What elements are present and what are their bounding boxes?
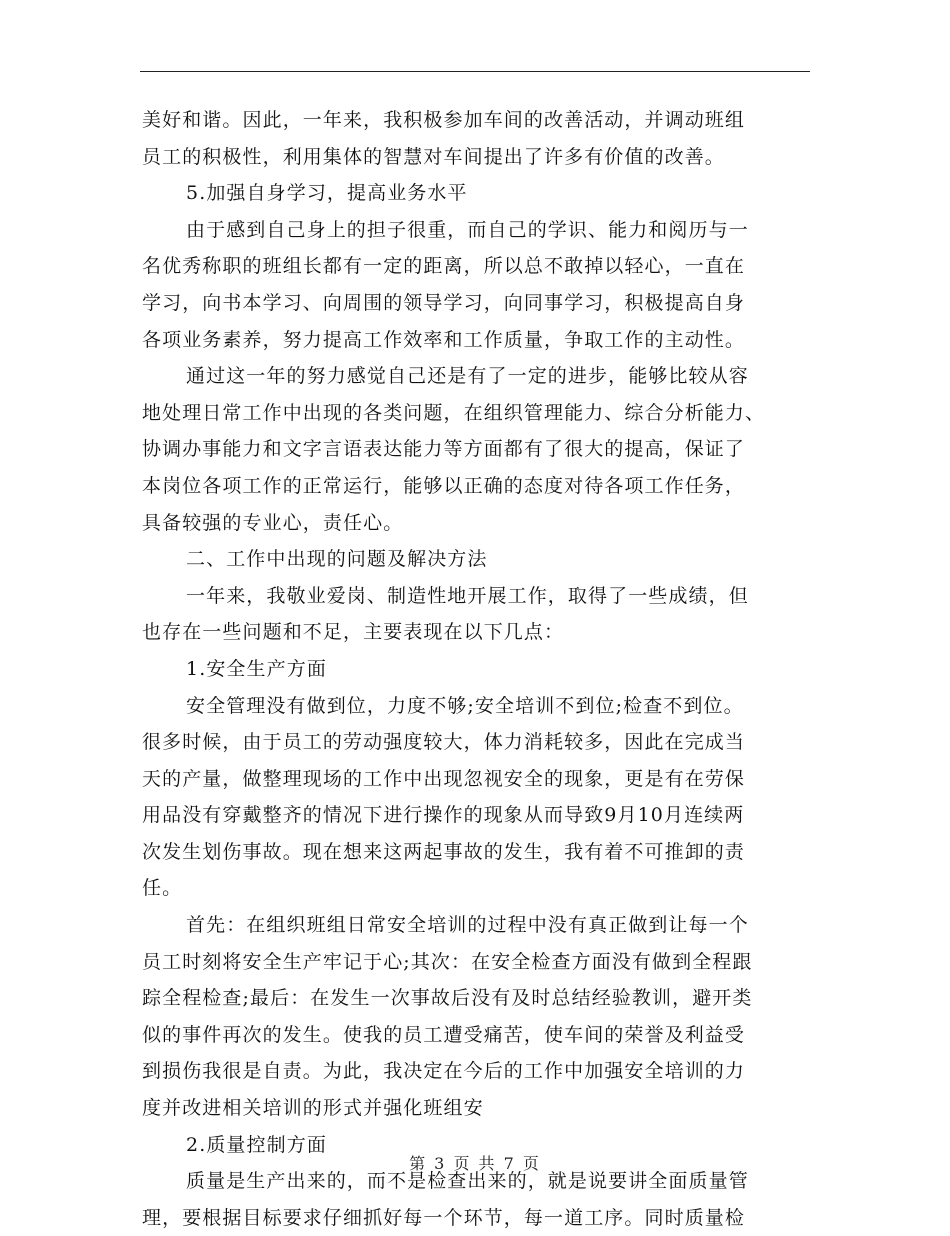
text-line: 似的事件再次的发生。使我的员工遭受痛苦，使车间的荣誉及利益受: [142, 1023, 746, 1046]
header-rule: [140, 71, 810, 72]
text-line: 通过这一年的努力感觉自己还是有了一定的进步，能够比较从容: [186, 365, 749, 388]
text-line: 首先：在组织班组日常安全培训的过程中没有真正做到让每一个: [186, 914, 749, 937]
text-line: 安全管理没有做到位，力度不够;安全培训不到位;检查不到位。: [186, 694, 744, 717]
document-body: [142, 102, 810, 1236]
text-line: 地处理日常工作中出现的各类问题，在组织管理能力、综合分析能力、: [142, 401, 766, 424]
text-line: 1.安全生产方面: [186, 657, 327, 680]
text-line: 二、工作中出现的问题及解决方法: [186, 548, 488, 571]
text-line: 理，要根据目标要求仔细抓好每一个环节，每一道工序。同时质量检: [142, 1206, 746, 1229]
text-line: 协调办事能力和文字言语表达能力等方面都有了很大的提高，保证了: [142, 438, 746, 461]
text-line: 度并改进相关培训的形式并强化班组安: [142, 1097, 484, 1120]
text-line: 一年来，我敬业爱岗、制造性地开展工作，取得了一些成绩，但: [186, 584, 749, 607]
text-line: 由于感到自己身上的担子很重，而自己的学识、能力和阅历与一: [186, 218, 749, 241]
text-line: 用品没有穿戴整齐的情况下进行操作的现象从而导致9月10月连续两: [142, 804, 745, 827]
text-line: 踪全程检查;最后：在发生一次事故后没有及时总结经验教训，避开类: [142, 987, 753, 1010]
text-line: 学习，向书本学习、向周围的领导学习，向同事学习，积极提高自身: [142, 291, 746, 314]
text-line: 很多时候，由于员工的劳动强度较大，体力消耗较多，因此在完成当: [142, 731, 746, 754]
text-line: 本岗位各项工作的正常运行，能够以正确的态度对待各项工作任务，: [142, 474, 746, 497]
text-line: 天的产量，做整理现场的工作中出现忽视安全的现象，更是有在劳保: [142, 767, 746, 790]
text-line: 美好和谐。因此，一年来，我积极参加车间的改善活动，并调动班组: [142, 109, 746, 131]
text-line: 任。: [142, 877, 183, 900]
text-line: 到损伤我很是自责。为此，我决定在今后的工作中加强安全培训的力: [142, 1060, 746, 1083]
text-line: 质量是生产出来的，而不是检查出来的，就是说要讲全面质量管: [186, 1170, 749, 1193]
text-line: 也存在一些问题和不足，主要表现在以下几点：: [142, 621, 565, 644]
text-line: 各项业务素养，努力提高工作效率和工作质量，争取工作的主动性。: [142, 328, 746, 351]
text-line: 具备较强的专业心，责任心。: [142, 511, 404, 534]
text-line: 员工时刻将安全生产牢记于心;其次：在安全检查方面没有做到全程跟: [142, 950, 753, 973]
text-line: 员工的积极性，利用集体的智慧对车间提出了许多有价值的改善。: [142, 145, 725, 168]
page-footer: 第 3 页 共 7 页: [409, 1154, 541, 1173]
text-line: 2.质量控制方面: [186, 1133, 327, 1156]
text-line: 5.加强自身学习，提高业务水平: [186, 182, 468, 205]
text-line: 名优秀称职的班组长都有一定的距离，所以总不敢掉以轻心，一直在: [142, 255, 746, 278]
text-line: 次发生划伤事故。现在想来这两起事故的发生，我有着不可推卸的责: [142, 840, 746, 863]
